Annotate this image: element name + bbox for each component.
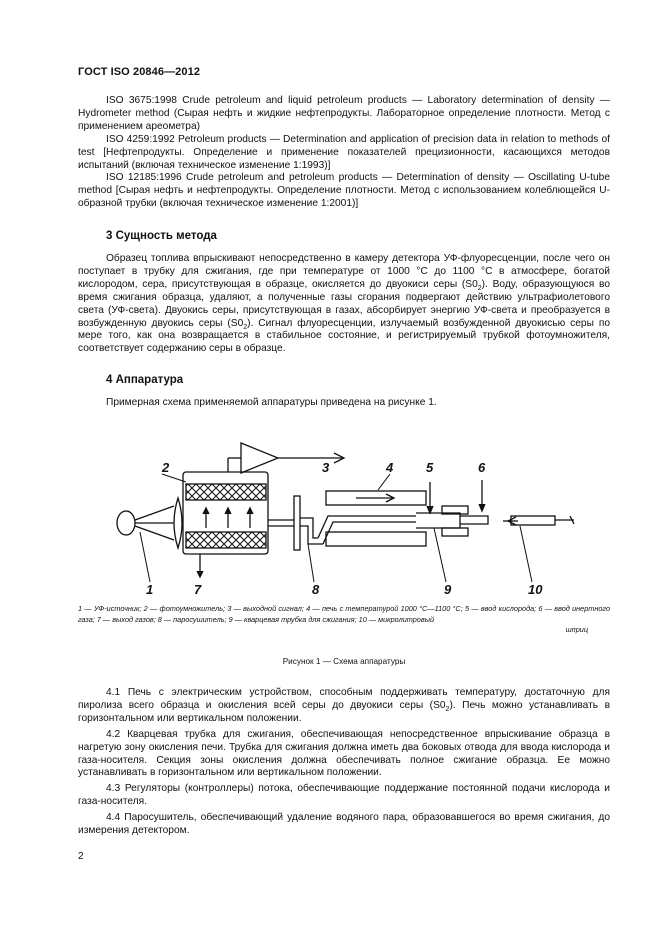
figure-legend-tail: шприц <box>565 625 588 635</box>
vapour-dryer-tube <box>300 518 318 538</box>
item-4-3: 4.3 Регуляторы (контроллеры) потока, обеспечивающие поддержание постоянной подачи кислорода и газа-носителя. <box>78 783 610 808</box>
reference-iso-4259: ISO 4259:1992 Petroleum products — Determination and application of precision data in relation to methods of test [Нефтепродукты. Определение и применение показателей прецизионности, касающихся методов испытаний (включая техническое изменение 1:1993)] <box>78 133 610 171</box>
figure-label-3: 3 <box>322 460 330 475</box>
item-4-2: 4.2 Кварцевая трубка для сжигания, обеспечивающая непосредственное впрыскивание образца в нагретую зону окисления печи. Трубка для сжигания должна иметь два боковых отвода для ввода кислорода и газа-носителя. Секция зоны окисления должна обеспечивать полное сжигание образца. Ее можно устанавливать в горизонтальном или вертикальном положении. <box>78 728 610 779</box>
amplifier-triangle <box>241 443 278 473</box>
document-header: ГОСТ ISO 20846—2012 <box>78 66 201 78</box>
reference-iso-12185: ISO 12185:1996 Crude petroleum and petroleum products — Determination of density — Oscillating U-tube method [Сырая нефть и нефтепродукты. Определение плотности. Метод с использованием колеблющейся U-образной трубки (включая техническое изменение 1:2001)] <box>78 172 610 210</box>
uv-source-lamp <box>117 511 135 535</box>
tube-side-fitting-bottom <box>442 528 468 536</box>
figure-caption: Рисунок 1 — Схема аппаратуры <box>282 657 406 666</box>
figure-label-7: 7 <box>194 582 202 597</box>
oxygen-inlet-arrow <box>427 506 433 513</box>
inert-gas-inlet-arrow <box>479 504 485 511</box>
section-3-paragraph: Образец топлива впрыскивают непосредственно в камеру детектора УФ-флуоресценции, после чего он поступает в трубку для сжигания, где при температуре от 1000 °С до 1100 °С в атмосфере, богатой кислородом, сера, присутствующая в образце, окисляется до двуокиси серы $(S0_2)$. Воду, образующуюся во время сжигания образца, удаляют, а полученные газы сгорания подвергают действию ультрафиолетового света (УФ-света). Двуокись серы, присутствующая в газах, абсорбирует энергию УФ-света и преобразуется в возбужденную двуокись серы $(S0_2)$. Сигнал флуоресценции, излучаемый возбужденной двуокисью серы по мере того, как она возвращается в стабильное состояние, и регистрируемый трубкой фотоумножителя, соответствует содержанию серы в образце. <box>78 253 611 355</box>
uv-lens <box>174 498 182 548</box>
item-4-4: 4.4 Паросушитель, обеспечивающий удаление водяного пара, образовавшегося во время сжигания, до измерения детектором. <box>78 812 610 837</box>
section-3-body <box>78 253 610 356</box>
figure-label-5: 5 <box>426 460 434 475</box>
section-3-heading: 3 Сущность метода <box>106 230 217 242</box>
figure-legend-text: 1 — УФ-источник; 2 — фотоумножитель; 3 — выходной сигнал; 4 — печь с температурой 1000 °С—1100 °С; 5 — ввод кислорода; 6 — ввод инертного газа; 7 — выход газов; 8 — паросушитель; 9 — кварцевая трубка для сжигания; 10 — микролитровый <box>78 604 610 624</box>
page-number: 2 <box>78 851 84 862</box>
figure-label-8: 8 <box>312 582 320 597</box>
figure-legend <box>78 604 610 636</box>
item-4-1: 4.1 Печь с электрическим устройством, способным поддерживать температуру, достаточную для пиролиза всего образца и окисления всей серы до двуокиси серы $(S0_2)$. Печь можно устанавливать в горизонтальном или вертикальном положении. <box>78 687 610 724</box>
figure-label-9: 9 <box>444 582 452 597</box>
photomultiplier-hatch-bottom <box>186 532 266 548</box>
section-4-heading: 4 Аппаратура <box>106 374 184 386</box>
references-block <box>78 95 610 211</box>
figure-label-2: 2 <box>162 460 170 475</box>
section-4-intro-text: Примерная схема применяемой аппаратуры приведена на рисунке 1. <box>106 397 437 408</box>
reference-iso-3675: ISO 3675:1998 Crude petroleum and liquid petroleum products — Laboratory determination of density — Hydrometer method (Сырая нефть и жидкие нефтепродукты. Лабораторное определение плотности. Метод с применением ареометра) <box>78 95 610 132</box>
figure-label-10: 10 <box>528 582 543 597</box>
vapour-dryer-plate <box>294 496 300 550</box>
apparatus-schematic <box>108 420 588 600</box>
furnace-lower-block <box>326 532 426 546</box>
photomultiplier-hatch-top <box>186 484 266 500</box>
figure-label-6: 6 <box>478 460 486 475</box>
section-4-intro <box>78 397 610 410</box>
figure-label-4: 4 <box>386 460 394 475</box>
apparatus-items <box>78 687 610 838</box>
gas-outlet-arrow <box>197 571 203 577</box>
quartz-combustion-tube <box>416 513 460 528</box>
figure-label-1: 1 <box>146 582 154 597</box>
